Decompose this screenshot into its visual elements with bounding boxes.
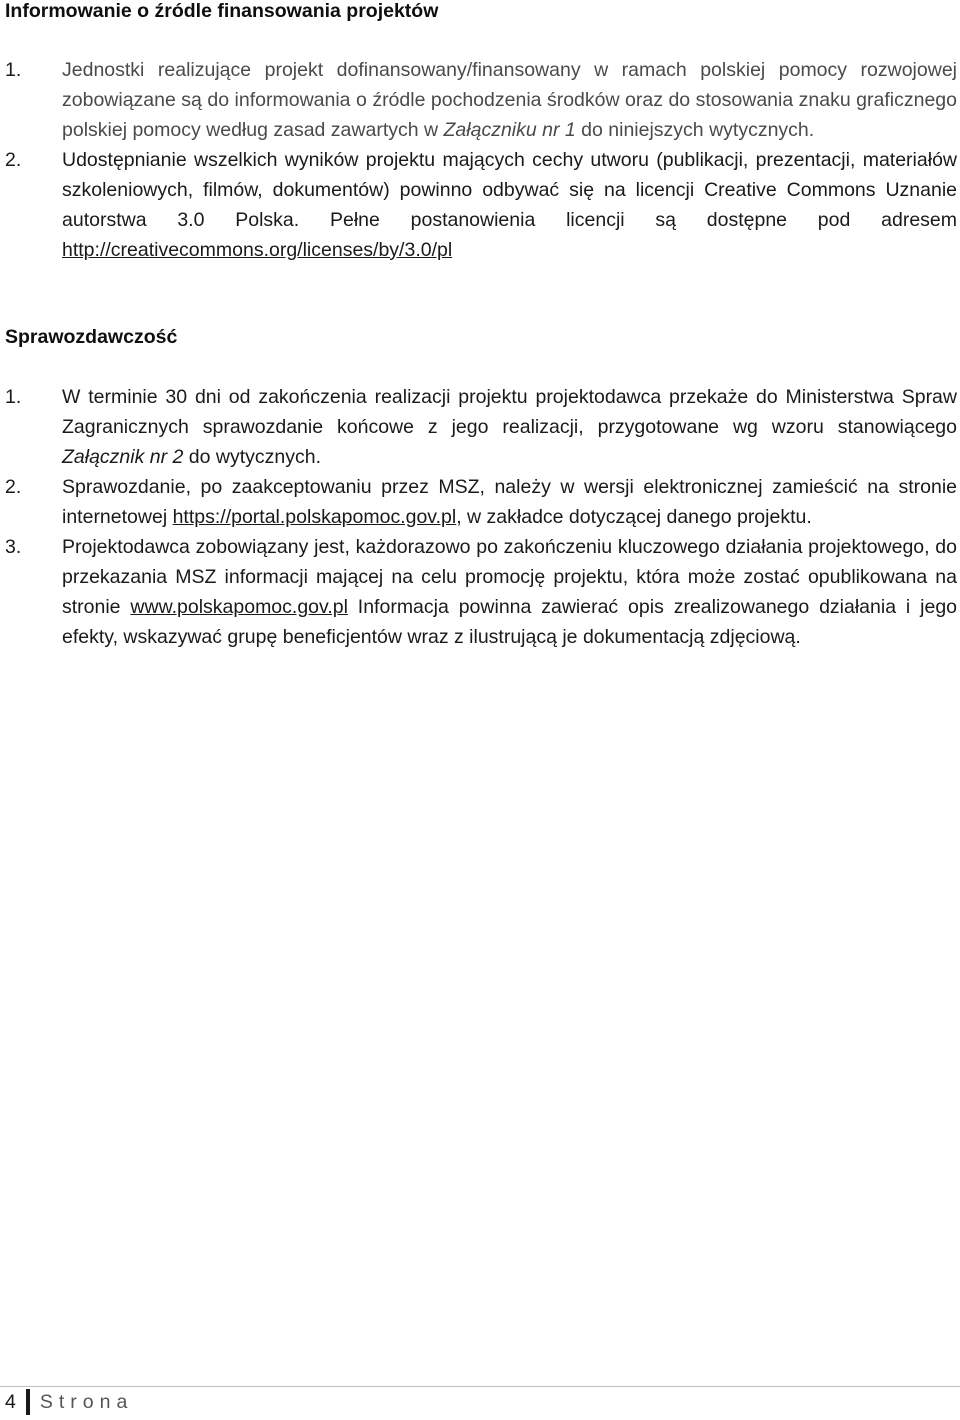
license-link[interactable]: http://creativecommons.org/licenses/by/3.0/pl (62, 239, 453, 261)
page-footer (5, 1389, 133, 1415)
list-item (5, 532, 957, 652)
list-item-text (62, 382, 957, 472)
list-item-text (62, 55, 957, 145)
list-item-text-part: Sprawozdanie, po zaakceptowaniu przez MSZ, należy w wersji elektronicznej zamieścić na stronie internetowej (62, 476, 957, 528)
website-link[interactable]: www.polskapomoc.gov.pl (130, 596, 348, 618)
list-item-number: 1. (5, 59, 22, 81)
list-item-text-part: Jednostki realizujące projekt dofinansowany/finansowany w ramach polskiej pomocy rozwojowej zobowiązane są do informowania o źródle pochodzenia środków oraz do stosowania znaku graficznego polskiej pomocy według zasad zawartych w (62, 59, 957, 141)
list-item-text-part: Informacja powinna zawierać opis zrealizowanego działania i jego efekty, wskazywać grupę beneficjentów wraz z ilustrującą je dokumentacją zdjęciową. (62, 596, 958, 648)
page-label: Strona (39, 1390, 134, 1413)
list-item (5, 472, 957, 532)
list-item-text-part: , w zakładce dotyczącej danego projektu. (456, 506, 812, 528)
list-item-number: 2. (5, 476, 22, 498)
footer-separator (26, 1389, 30, 1415)
footer-divider (0, 1386, 960, 1387)
list-item-text (62, 532, 957, 652)
section-heading-funding-info: Informowanie o źródle finansowania projektów (5, 0, 439, 22)
list-item (5, 145, 957, 265)
list-item-text-part: Projektodawca zobowiązany jest, każdorazowo po zakończeniu kluczowego działania projektowego, do przekazania MSZ informacji mającej na celu promocję projektu, która może zostać opublikowana na stronie (62, 536, 957, 618)
funding-info-list (5, 55, 957, 265)
list-item-number: 1. (5, 386, 22, 408)
portal-link[interactable]: https://portal.polskapomoc.gov.pl (172, 506, 457, 528)
list-item-number: 3. (5, 536, 22, 558)
list-item (5, 55, 957, 145)
list-item-text-part: do wytycznych. (183, 446, 322, 468)
section-heading-reporting: Sprawozdawczość (5, 326, 178, 348)
list-item-text-part: do niniejszych wytycznych. (575, 119, 815, 141)
list-item-text (62, 145, 957, 265)
reporting-list (5, 382, 957, 652)
attachment-reference: Załączniku nr 1 (443, 119, 576, 141)
attachment-reference: Załącznik nr 2 (62, 446, 184, 468)
page-number: 4 (5, 1390, 16, 1413)
list-item-text (62, 472, 957, 532)
list-item (5, 382, 957, 472)
list-item-text-part: Udostępnianie wszelkich wyników projektu mających cechy utworu (publikacji, prezentacji, materiałów szkoleniowych, filmów, dokumentów) powinno odbywać się na licencji Creative Commons Uznanie autorstwa 3.0 Polska. Pełne postanowienia licencji są dostępne pod adresem (62, 149, 957, 231)
list-item-number: 2. (5, 149, 22, 171)
list-item-text-part: W terminie 30 dni od zakończenia realizacji projektu projektodawca przekaże do Ministerstwa Spraw Zagranicznych sprawozdanie końcowe z jego realizacji, przygotowane wg wzoru stanowiącego (62, 386, 957, 438)
